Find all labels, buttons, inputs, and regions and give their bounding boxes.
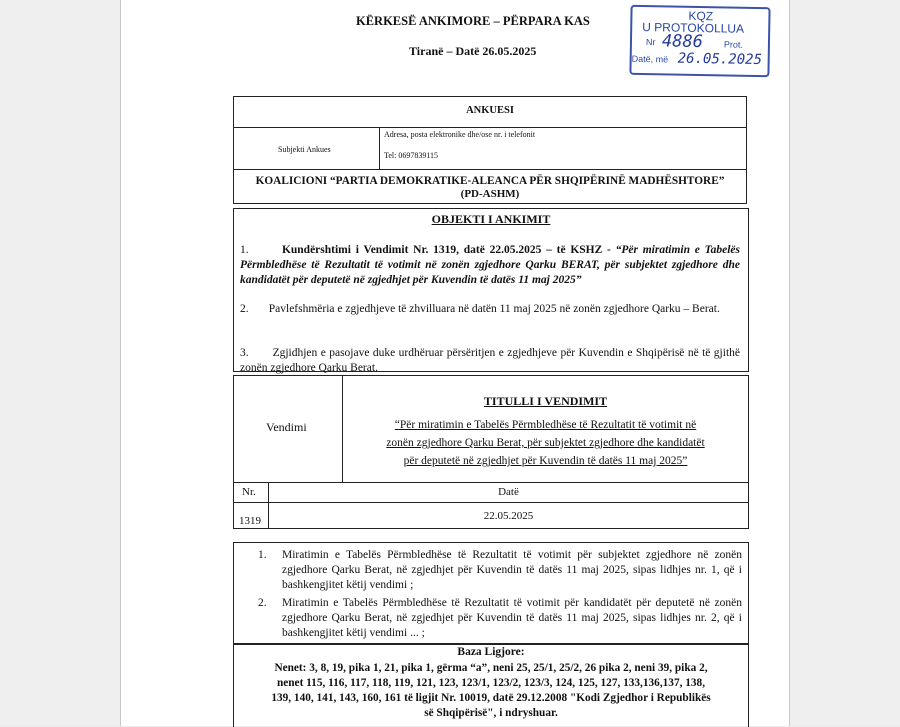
- baza-box: [233, 644, 749, 727]
- viewer-background-left: [0, 0, 120, 726]
- stamp-nr-label: Nr: [645, 37, 656, 48]
- objekti-item-3: [240, 346, 740, 376]
- objekti-item-1: [240, 243, 740, 288]
- coalition-name-line1: KOALICIONI “PARTIA DEMOKRATIKE-ALEANCA PËR SHQIPËRINË MADHËSHTORE”: [255, 175, 725, 187]
- objekti-item-1-num: 1.: [240, 244, 249, 256]
- miratimi-box: [233, 542, 749, 644]
- baza-heading: Baza Ligjore:: [457, 646, 525, 658]
- stamp-nr-value: 4886: [661, 31, 704, 53]
- baza-line4: së Shqipërisë", i ndryshuar.: [424, 707, 558, 719]
- objekti-item-1-rest: “Për miratimin e Tabelës Përmbledhëse të Rezultatit të votimit në zonën zgjedhore Qarku BERAT, për subjektet zgjedhore dhe kandidatët për deputetë në zgjedhjet për Kuvendin të datës 11 maj 2025”: [240, 244, 740, 286]
- phone-value: Tel: 0697839115: [384, 151, 439, 160]
- objekti-box: [233, 208, 749, 372]
- decision-number: 1319: [239, 515, 261, 527]
- stamp-org: KQZ: [688, 8, 714, 24]
- miratimi-item-2-text: Miratimin e Tabelës Përmbledhëse të Rezultatit të votimit për kandidatët për deputetë në zonën zgjedhore Qarku Berat, në zgjedhjet për Kuvendin të datës 11 maj 2025, sipas lidhjes nr. 2, që i bashkengjitet këtij vendimi ... ;: [282, 597, 742, 639]
- baza-line3: 139, 140, 141, 143, 160, 161 të ligjit Nr. 10019, datë 29.12.2008 "Kodi Zgjedhor i Republikës: [271, 692, 711, 704]
- ankuesi-heading: ANKUESI: [466, 105, 514, 116]
- objekti-item-3-num: 3.: [240, 347, 249, 359]
- miratimi-item-1-num: 1.: [258, 549, 267, 561]
- stamp-line1: U PROTOKOLLUA: [642, 19, 745, 36]
- baza-text: [234, 661, 748, 721]
- objekti-item-1-lead: Kundërshtimi i Vendimit Nr. 1319, datë 22.05.2025 – të KSHZ -: [281, 244, 616, 256]
- decision-title-text: [343, 416, 748, 470]
- objekti-heading: OBJEKTI I ANKIMIT: [431, 212, 551, 226]
- decision-title-heading: TITULLI I VENDIMIT: [483, 394, 608, 408]
- stamp-date-value: 26.05.2025: [677, 50, 763, 69]
- decision-title-line1: “Për miratimin e Tabelës Përmbledhëse të Rezultatit të votimit në: [394, 419, 697, 431]
- baza-line2: nenet 115, 116, 117, 118, 119, 121, 123, 123/1, 123/2, 123/3, 124, 125, 127, 133,136,137, 138,: [276, 677, 706, 689]
- miratimi-item-1-text: Miratimin e Tabelës Përmbledhëse të Rezultatit të votimit për subjektet zgjedhore në zonën zgjedhore Qarku Berat, në zgjedhjet për Kuvendin të datës 11 maj 2025, sipas lidhjes nr. 1, që i bashkengjitet këtij vendimi ;: [282, 549, 742, 591]
- subject-label: Subjekti Ankues: [278, 145, 331, 154]
- document-title: KËRKESË ANKIMORE – PËRPARA KAS: [356, 14, 590, 28]
- date-label: Datë: [498, 486, 519, 498]
- place-date: Tiranë – Datë 26.05.2025: [409, 44, 537, 58]
- baza-line1: Nenet: 3, 8, 19, pika 1, 21, pika 1, gërma “a”, neni 25, 25/1, 25/2, 26 pika 2, neni 39, pika 2,: [274, 662, 708, 674]
- objekti-item-2: [240, 302, 740, 317]
- stamp-prot-label: Prot.: [723, 39, 744, 50]
- decision-title-line2: zonën zgjedhore Qarku Berat, për subjektet zgjedhore dhe kandidatët: [386, 437, 705, 449]
- coalition-name-line2: (PD-ASHM): [460, 188, 520, 200]
- vendimi-label: Vendimi: [266, 420, 307, 434]
- miratimi-item-2-num: 2.: [258, 597, 267, 609]
- nr-label: Nr.: [242, 486, 256, 498]
- ankuesi-box: [233, 96, 747, 204]
- decision-date: 22.05.2025: [483, 510, 534, 522]
- objekti-item-2-num: 2.: [240, 303, 249, 315]
- objekti-item-3-text: Zgjidhjen e pasojave duke urdhëruar përsëritjen e zgjedhjeve për Kuvendin e Shqipërisë në të gjithë zonën zgjedhore Qarku Berat.: [240, 347, 740, 374]
- address-label: Adresa, posta elektronike dhe/ose nr. i telefonit: [384, 130, 536, 139]
- stamp-date-label: Datë, më: [631, 53, 669, 65]
- objekti-item-2-text: Pavlefshmëria e zgjedhjeve të zhvilluara në datën 11 maj 2025 në zonën zgjedhore Qarku – Berat.: [268, 303, 720, 315]
- miratimi-item-1: [258, 548, 742, 593]
- vendimi-box: [233, 375, 749, 529]
- decision-title-line3: për deputetë në zgjedhjet për Kuvendin të datës 11 maj 2025”: [403, 455, 688, 467]
- viewer-background-right: [788, 0, 900, 726]
- miratimi-item-2: [258, 596, 742, 641]
- protocol-stamp: [629, 5, 770, 77]
